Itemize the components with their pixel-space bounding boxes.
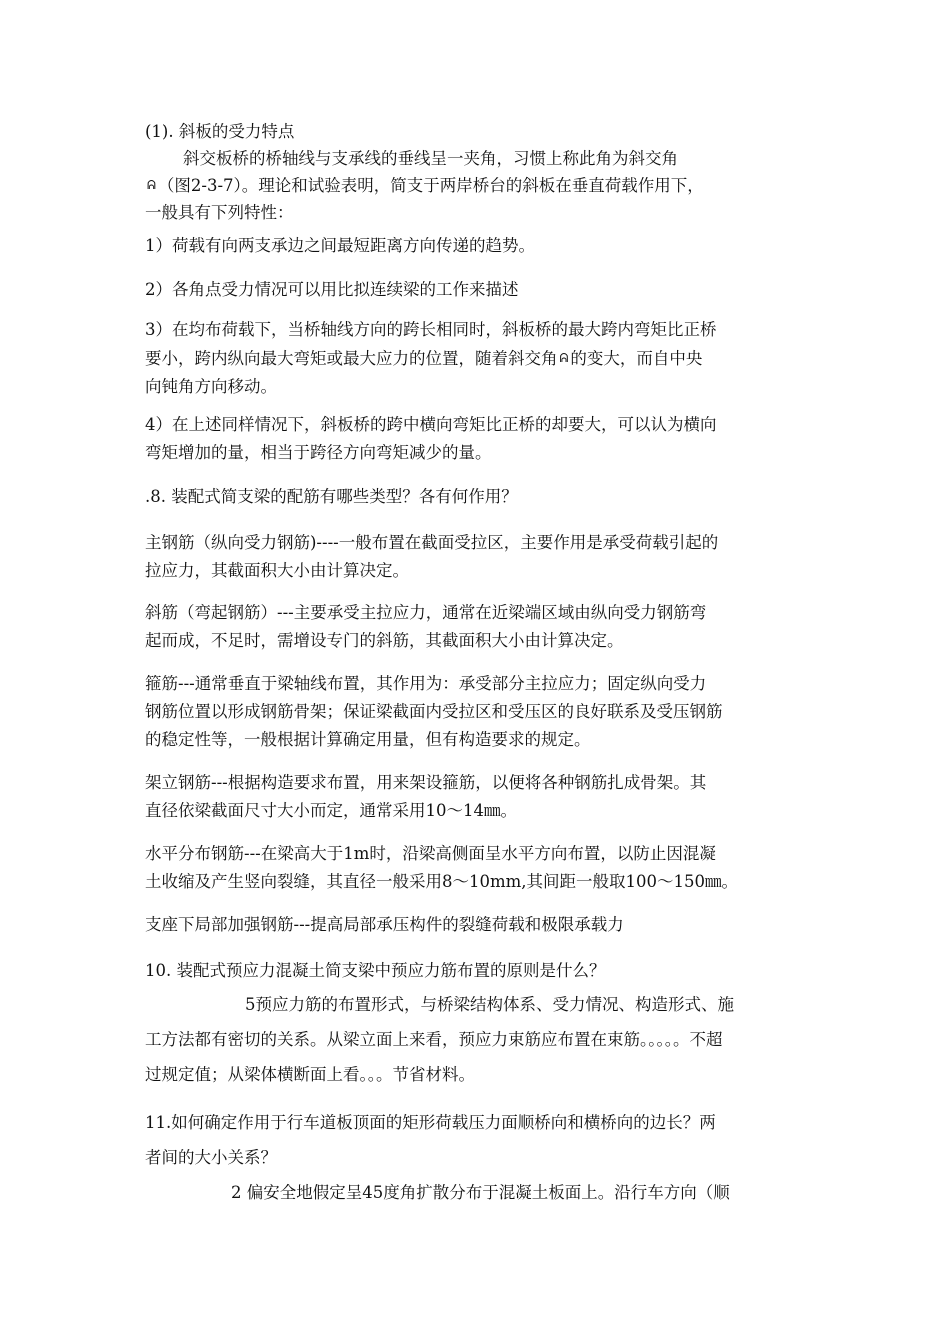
skew-angle-symbol: ᕱ xyxy=(147,178,156,192)
question-10: 10. 装配式预应力混凝土简支梁中预应力筋布置的原则是什么？ xyxy=(145,961,606,980)
list-item-1: 1）荷载有向两支承边之间最短距离方向传递的趋势。 xyxy=(145,236,535,255)
answer-10: 5预应力筋的布置形式，与桥梁结构体系、受力情况、构造形式、施 工方法都有密切的关系。从梁立面上来看，预应力束筋应布置在束筋。。。。。不超 过规定值；从梁体横断面上看。。。节省材料。 xyxy=(145,995,734,1084)
question-8-heading: .8. 装配式简支梁的配筋有哪些类型？各有何作用？ xyxy=(145,487,518,506)
list-item-2: 2）各角点受力情况可以用比拟连续梁的工作来描述 xyxy=(145,280,519,299)
answer-11: 2 偏安全地假定呈45度角扩散分布于混凝土板面上。沿行车方向（顺 xyxy=(231,1183,730,1202)
section-skew-slab xyxy=(145,118,813,226)
paragraph-erection-rebar: 架立钢筋---根据构造要求布置，用来架设箍筋，以便将各种钢筋扎成骨架。其 直径依梁截面尺寸大小而定，通常采用10～14㎜。 xyxy=(145,773,707,820)
paragraph-main-rebar: 主钢筋（纵向受力钢筋)----一般布置在截面受拉区，主要作用是承受荷载引起的 拉应力，其截面积大小由计算决定。 xyxy=(145,533,719,580)
paragraph-bent-rebar: 斜筋（弯起钢筋）---主要承受主拉应力，通常在近梁端区域由纵向受力钢筋弯 起而成，不足时，需增设专门的斜筋，其截面积大小由计算决定。 xyxy=(145,603,707,650)
paragraph-line: 一般具有下列特性： xyxy=(145,203,294,222)
paragraph-line: 斜交板桥的桥轴线与支承线的垂线呈一夹角，习惯上称此角为斜交角 xyxy=(183,149,678,168)
list-item-4: 4）在上述同样情况下，斜板桥的跨中横向弯矩比正桥的却要大，可以认为横向 弯矩增加的量，相当于跨径方向弯矩减少的量。 xyxy=(145,415,717,462)
paragraph-line: ᕱ （图2-3-7）。理论和试验表明，简支于两岸桥台的斜板在垂直荷载作用下， xyxy=(145,172,813,199)
paragraph-support-rebar: 支座下局部加强钢筋---提高局部承压构件的裂缝荷载和极限承载力 xyxy=(145,915,624,934)
skew-angle-symbol: ᕱ xyxy=(559,351,569,365)
list-item-3: 3）在均布荷载下，当桥轴线方向的跨长相同时，斜板桥的最大跨内弯矩比正桥 要小，跨内纵向最大弯矩或最大应力的位置，随着斜交角 ᕱ 的变大，而自中央 向钝角方向移动。 xyxy=(145,320,717,396)
paragraph-horizontal-rebar: 水平分布钢筋---在梁高大于1m时，沿梁高侧面呈水平方向布置，以防止因混凝 土收缩及产生竖向裂缝，其直径一般采用8～10mm,其间距一般取100～150㎜。 xyxy=(145,844,739,891)
section-heading: (1). 斜板的受力特点 xyxy=(145,122,295,141)
question-11: 11.如何确定作用于行车道板顶面的矩形荷载压力面顺桥向和横桥向的边长？两 者间的大小关系？ 2 偏安全地假定呈45度角扩散分布于混凝土板面上。沿行车方向（顺 xyxy=(145,1105,813,1210)
paragraph-stirrup: 箍筋---通常垂直于梁轴线布置，其作用为：承受部分主拉应力；固定纵向受力 钢筋位置以形成钢筋骨架；保证梁截面内受拉区和受压区的良好联系及受压钢筋 的稳定性等，一般根据计算确定用量，但有构造要求的规定。 xyxy=(145,674,723,749)
